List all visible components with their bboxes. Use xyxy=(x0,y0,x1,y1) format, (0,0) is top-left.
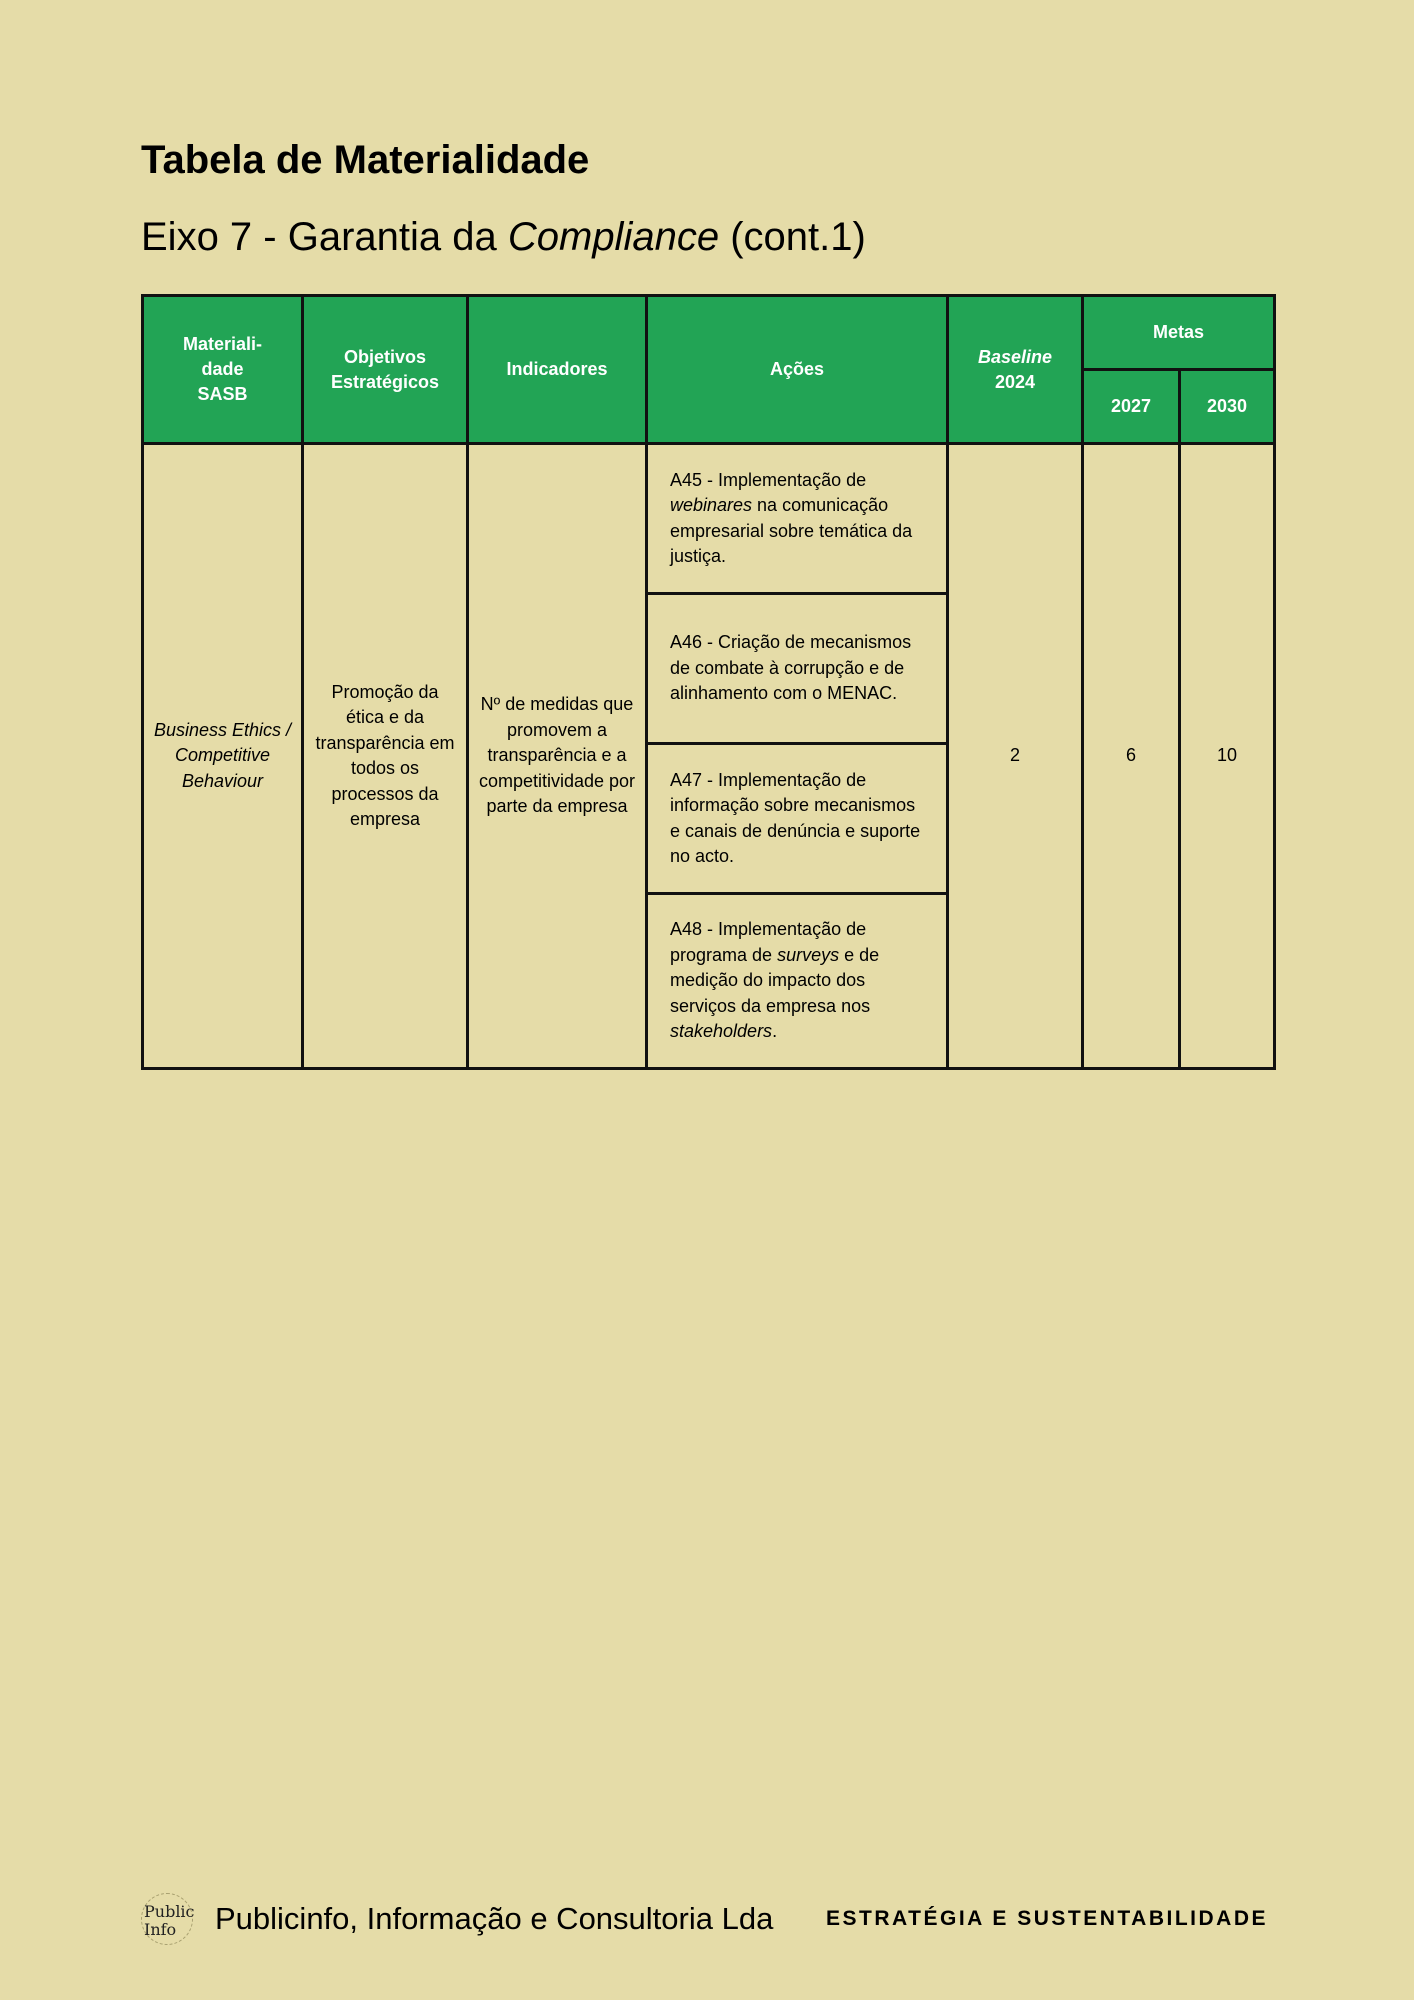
header-metas: Metas xyxy=(1083,296,1275,370)
cell-action-a47: A47 - Implementação de informação sobre mecanismos e canais de denúncia e suporte no acto. xyxy=(647,744,948,894)
header-indicadores: Indicadores xyxy=(468,296,647,444)
cell-meta-2027: 6 xyxy=(1083,444,1180,1069)
header-acoes: Ações xyxy=(647,296,948,444)
cell-meta-2030: 10 xyxy=(1180,444,1275,1069)
footer-tagline: ESTRATÉGIA E SUSTENTABILIDADE xyxy=(826,1907,1268,1930)
header-materialidade: Materiali- dade SASB xyxy=(143,296,303,444)
header-metas-2030: 2030 xyxy=(1180,370,1275,444)
page-title: Tabela de Materialidade xyxy=(141,138,590,182)
subtitle-italic: Compliance xyxy=(507,215,720,259)
publicinfo-logo: Public Info xyxy=(141,1893,193,1945)
header-baseline: Baseline 2024 xyxy=(948,296,1083,444)
subtitle-suffix: (cont.1) xyxy=(719,215,866,259)
page-subtitle xyxy=(141,215,866,260)
page-footer xyxy=(141,1893,1273,1949)
cell-action-a45: A45 - Implementação de webinares na comunicação empresarial sobre temática da justiça. xyxy=(647,444,948,594)
company-name: Publicinfo, Informação e Consultoria Lda xyxy=(215,1901,774,1936)
cell-materialidade: Business Ethics / Competitive Behaviour xyxy=(143,444,303,1069)
header-objetivos: Objetivos Estratégicos xyxy=(303,296,468,444)
cell-objetivos: Promoção da ética e da transparência em todos os processos da empresa xyxy=(303,444,468,1069)
cell-baseline: 2 xyxy=(948,444,1083,1069)
materiality-table xyxy=(141,294,1276,1070)
cell-action-a46: A46 - Criação de mecanismos de combate à corrupção e de alinhamento com o MENAC. xyxy=(647,594,948,744)
cell-indicadores: Nº de medidas que promovem a transparência e a competitividade por parte da empresa xyxy=(468,444,647,1069)
subtitle-prefix: Eixo 7 - Garantia da xyxy=(141,215,508,259)
cell-action-a48: A48 - Implementação de programa de surveys e de medição do impacto dos serviços da empresa nos stakeholders. xyxy=(647,894,948,1069)
header-metas-2027: 2027 xyxy=(1083,370,1180,444)
